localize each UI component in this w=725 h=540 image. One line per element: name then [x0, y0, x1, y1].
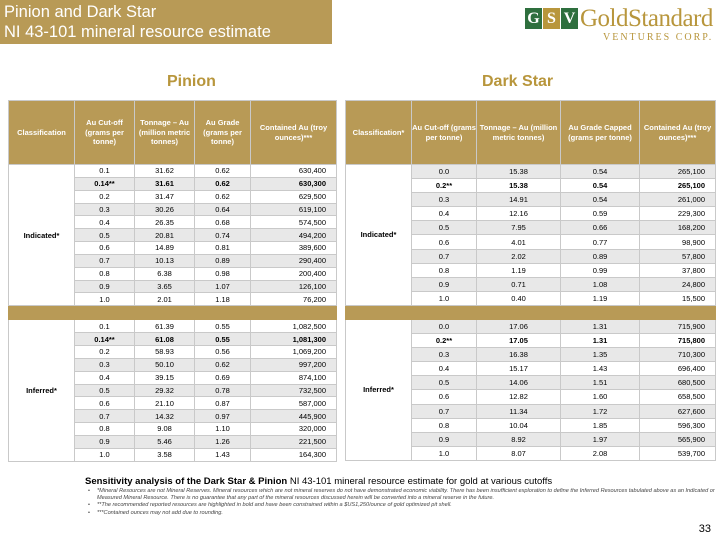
- divider-cell: [561, 305, 640, 319]
- logo-letter-s: S: [543, 8, 560, 29]
- contained-cell: 680,500: [640, 376, 716, 390]
- cutoff-cell: 1.0: [412, 291, 477, 305]
- cutoff-cell: 0.2**: [412, 179, 477, 193]
- tonnage-cell: 14.06: [477, 376, 561, 390]
- tonnage-cell: 3.58: [135, 448, 195, 461]
- grade-cell: 0.64: [195, 203, 251, 216]
- cutoff-cell: 0.14**: [75, 177, 135, 190]
- tonnage-cell: 15.38: [477, 179, 561, 193]
- cutoff-cell: 0.3: [75, 203, 135, 216]
- contained-cell: 539,700: [640, 446, 716, 460]
- grade-cell: 0.78: [195, 384, 251, 397]
- contained-cell: 658,500: [640, 390, 716, 404]
- cutoff-cell: 0.4: [75, 371, 135, 384]
- contained-cell: 630,300: [251, 177, 337, 190]
- tonnage-cell: 12.82: [477, 390, 561, 404]
- divider-cell: [251, 306, 337, 320]
- tonnage-cell: 9.08: [135, 423, 195, 436]
- contained-cell: 596,300: [640, 418, 716, 432]
- cutoff-cell: 0.7: [75, 254, 135, 267]
- cutoff-cell: 0.6: [75, 397, 135, 410]
- tonnage-cell: 14.89: [135, 242, 195, 255]
- cutoff-cell: 0.9: [75, 435, 135, 448]
- tonnage-cell: 10.04: [477, 418, 561, 432]
- darkstar-header-grade: Au Grade Capped (grams per tonne): [561, 101, 640, 165]
- logo-letter-v: V: [561, 8, 578, 29]
- footer-heading: [85, 476, 715, 487]
- grade-cell: 1.60: [561, 390, 640, 404]
- cutoff-cell: 1.0: [412, 446, 477, 460]
- footer-notes: [85, 476, 715, 517]
- contained-cell: 290,400: [251, 254, 337, 267]
- cutoff-cell: 0.7: [75, 410, 135, 423]
- section-divider-row: [346, 305, 716, 319]
- grade-cell: 0.55: [195, 320, 251, 333]
- grade-cell: 1.31: [561, 334, 640, 348]
- tonnage-cell: 29.32: [135, 384, 195, 397]
- tonnage-cell: 20.81: [135, 229, 195, 242]
- grade-cell: 0.54: [561, 165, 640, 179]
- grade-cell: 0.59: [561, 207, 640, 221]
- darkstar-title: Dark Star: [482, 73, 554, 90]
- cutoff-cell: 0.5: [412, 376, 477, 390]
- cutoff-cell: 0.9: [75, 280, 135, 293]
- contained-cell: 565,900: [640, 432, 716, 446]
- grade-cell: 0.68: [195, 216, 251, 229]
- contained-cell: 265,100: [640, 165, 716, 179]
- tonnage-cell: 14.91: [477, 193, 561, 207]
- darkstar-resource-table: [345, 100, 716, 461]
- slide-title-line2: NI 43-101 mineral resource estimate: [4, 23, 271, 41]
- table-row: [346, 319, 716, 333]
- tonnage-cell: 0.40: [477, 291, 561, 305]
- slide-title-line1: Pinion and Dark Star: [4, 3, 157, 21]
- classification-cell: Indicated*: [9, 165, 75, 306]
- divider-cell: [195, 306, 251, 320]
- contained-cell: 715,900: [640, 319, 716, 333]
- grade-cell: 0.55: [195, 333, 251, 346]
- tonnage-cell: 61.39: [135, 320, 195, 333]
- contained-cell: 57,800: [640, 249, 716, 263]
- cutoff-cell: 0.5: [412, 221, 477, 235]
- grade-cell: 0.87: [195, 397, 251, 410]
- tonnage-cell: 15.38: [477, 165, 561, 179]
- tonnage-cell: 31.62: [135, 165, 195, 178]
- grade-cell: 0.77: [561, 235, 640, 249]
- contained-cell: 37,800: [640, 263, 716, 277]
- table-row: [9, 320, 337, 333]
- grade-cell: 0.62: [195, 358, 251, 371]
- pinion-resource-table: [8, 100, 337, 462]
- divider-cell: [346, 305, 412, 319]
- tonnage-cell: 21.10: [135, 397, 195, 410]
- table-row: [346, 165, 716, 179]
- grade-cell: 0.74: [195, 229, 251, 242]
- grade-cell: 0.62: [195, 177, 251, 190]
- contained-cell: 126,100: [251, 280, 337, 293]
- tonnage-cell: 58.93: [135, 345, 195, 358]
- tonnage-cell: 7.95: [477, 221, 561, 235]
- contained-cell: 445,900: [251, 410, 337, 423]
- page-number: 33: [698, 523, 711, 535]
- divider-cell: [640, 305, 716, 319]
- logo-letter-boxes: [525, 8, 579, 29]
- contained-cell: 261,000: [640, 193, 716, 207]
- grade-cell: 1.08: [561, 277, 640, 291]
- classification-cell: Inferred*: [346, 319, 412, 460]
- tonnage-cell: 12.16: [477, 207, 561, 221]
- tonnage-cell: 30.26: [135, 203, 195, 216]
- contained-cell: 164,300: [251, 448, 337, 461]
- title-bar: [0, 0, 332, 44]
- tonnage-cell: 11.34: [477, 404, 561, 418]
- contained-cell: 1,082,500: [251, 320, 337, 333]
- grade-cell: 0.62: [195, 190, 251, 203]
- grade-cell: 1.10: [195, 423, 251, 436]
- cutoff-cell: 0.6: [412, 390, 477, 404]
- cutoff-cell: 0.3: [412, 348, 477, 362]
- grade-cell: 0.98: [195, 267, 251, 280]
- pinion-header-cutoff: Au Cut-off (grams per tonne): [75, 101, 135, 165]
- footer-heading-bold: Sensitivity analysis of the Dark Star & Pinion: [85, 476, 288, 487]
- contained-cell: 997,200: [251, 358, 337, 371]
- contained-cell: 574,500: [251, 216, 337, 229]
- tonnage-cell: 15.17: [477, 362, 561, 376]
- contained-cell: 1,069,200: [251, 345, 337, 358]
- tonnage-cell: 6.38: [135, 267, 195, 280]
- cutoff-cell: 0.1: [75, 165, 135, 178]
- cutoff-cell: 0.4: [412, 362, 477, 376]
- cutoff-cell: 0.5: [75, 229, 135, 242]
- cutoff-cell: 0.3: [75, 358, 135, 371]
- contained-cell: 15,500: [640, 291, 716, 305]
- logo-subtitle: VENTURES CORP.: [603, 32, 714, 43]
- cutoff-cell: 1.0: [75, 448, 135, 461]
- grade-cell: 1.31: [561, 319, 640, 333]
- cutoff-cell: 0.7: [412, 249, 477, 263]
- contained-cell: 629,500: [251, 190, 337, 203]
- tonnage-cell: 3.65: [135, 280, 195, 293]
- footer-heading-rest: NI 43-101 mineral resource estimate for gold at various cutoffs: [287, 476, 553, 487]
- grade-cell: 0.69: [195, 371, 251, 384]
- tonnage-cell: 2.02: [477, 249, 561, 263]
- tonnage-cell: 1.19: [477, 263, 561, 277]
- pinion-title: Pinion: [167, 73, 216, 90]
- divider-cell: [412, 305, 477, 319]
- cutoff-cell: 0.1: [75, 320, 135, 333]
- contained-cell: 494,200: [251, 229, 337, 242]
- contained-cell: 389,600: [251, 242, 337, 255]
- contained-cell: 587,000: [251, 397, 337, 410]
- tonnage-cell: 26.35: [135, 216, 195, 229]
- grade-cell: 0.81: [195, 242, 251, 255]
- grade-cell: 0.89: [561, 249, 640, 263]
- footnote-1: • *Mineral Resources are not Mineral Reserves. Mineral resources which are not mineral reserves do not have demonstrated economic viability. There has been insufficient exploration to define the Inferred Resources tabulated above as an Indicated or Measured Mineral Resource. There is no guarantee that any part of the mineral resources discussed herein will be converted into a mineral reserve in the future.: [97, 488, 715, 502]
- cutoff-cell: 0.9: [412, 432, 477, 446]
- cutoff-cell: 0.14**: [75, 333, 135, 346]
- contained-cell: 1,081,300: [251, 333, 337, 346]
- grade-cell: 1.26: [195, 435, 251, 448]
- divider-cell: [135, 306, 195, 320]
- contained-cell: 76,200: [251, 293, 337, 306]
- grade-cell: 0.54: [561, 193, 640, 207]
- cutoff-cell: 0.8: [412, 418, 477, 432]
- tonnage-cell: 5.46: [135, 435, 195, 448]
- grade-cell: 1.19: [561, 291, 640, 305]
- footnote-3: • ***Contained ounces may not add due to rounding.: [97, 510, 715, 517]
- pinion-header-grade: Au Grade (grams per tonne): [195, 101, 251, 165]
- grade-cell: 1.43: [195, 448, 251, 461]
- contained-cell: 200,400: [251, 267, 337, 280]
- section-divider-row: [9, 306, 337, 320]
- grade-cell: 0.89: [195, 254, 251, 267]
- contained-cell: 168,200: [640, 221, 716, 235]
- tonnage-cell: 31.47: [135, 190, 195, 203]
- grade-cell: 1.07: [195, 280, 251, 293]
- grade-cell: 0.99: [561, 263, 640, 277]
- grade-cell: 2.08: [561, 446, 640, 460]
- contained-cell: 221,500: [251, 435, 337, 448]
- grade-cell: 0.62: [195, 165, 251, 178]
- logo-name: GoldStandard: [580, 5, 713, 32]
- divider-cell: [9, 306, 75, 320]
- cutoff-cell: 0.3: [412, 193, 477, 207]
- contained-cell: 627,600: [640, 404, 716, 418]
- darkstar-header-tonnage: Tonnage – Au (million metric tonnes): [477, 101, 561, 165]
- cutoff-cell: 0.8: [75, 423, 135, 436]
- cutoff-cell: 0.2: [75, 345, 135, 358]
- contained-cell: 696,400: [640, 362, 716, 376]
- tonnage-cell: 61.08: [135, 333, 195, 346]
- cutoff-cell: 0.6: [412, 235, 477, 249]
- cutoff-cell: 0.0: [412, 165, 477, 179]
- tonnage-cell: 4.01: [477, 235, 561, 249]
- cutoff-cell: 0.5: [75, 384, 135, 397]
- company-logo: [525, 6, 717, 46]
- cutoff-cell: 0.9: [412, 277, 477, 291]
- cutoff-cell: 0.8: [75, 267, 135, 280]
- cutoff-cell: 1.0: [75, 293, 135, 306]
- table-row: [9, 165, 337, 178]
- classification-cell: Indicated*: [346, 165, 412, 306]
- tonnage-cell: 17.06: [477, 319, 561, 333]
- tonnage-cell: 0.71: [477, 277, 561, 291]
- darkstar-header-cutoff: Au Cut-off (grams per tonne): [412, 101, 477, 165]
- grade-cell: 1.85: [561, 418, 640, 432]
- grade-cell: 1.43: [561, 362, 640, 376]
- grade-cell: 1.35: [561, 348, 640, 362]
- tonnage-cell: 14.32: [135, 410, 195, 423]
- contained-cell: 619,100: [251, 203, 337, 216]
- grade-cell: 1.72: [561, 404, 640, 418]
- cutoff-cell: 0.0: [412, 319, 477, 333]
- grade-cell: 0.66: [561, 221, 640, 235]
- tonnage-cell: 16.38: [477, 348, 561, 362]
- contained-cell: 630,400: [251, 165, 337, 178]
- grade-cell: 1.97: [561, 432, 640, 446]
- pinion-header-classification: Classification: [9, 101, 75, 165]
- logo-letter-g: G: [525, 8, 542, 29]
- tonnage-cell: 39.15: [135, 371, 195, 384]
- cutoff-cell: 0.7: [412, 404, 477, 418]
- cutoff-cell: 0.4: [75, 216, 135, 229]
- grade-cell: 0.97: [195, 410, 251, 423]
- pinion-header-contained: Contained Au (troy ounces)***: [251, 101, 337, 165]
- contained-cell: 98,900: [640, 235, 716, 249]
- divider-cell: [75, 306, 135, 320]
- tonnage-cell: 17.05: [477, 334, 561, 348]
- darkstar-header-classification: Classification*: [346, 101, 412, 165]
- tonnage-cell: 10.13: [135, 254, 195, 267]
- contained-cell: 265,100: [640, 179, 716, 193]
- pinion-header-tonnage: Tonnage – Au (million metric tonnes): [135, 101, 195, 165]
- contained-cell: 710,300: [640, 348, 716, 362]
- contained-cell: 24,800: [640, 277, 716, 291]
- contained-cell: 874,100: [251, 371, 337, 384]
- tonnage-cell: 2.01: [135, 293, 195, 306]
- contained-cell: 320,000: [251, 423, 337, 436]
- tonnage-cell: 31.61: [135, 177, 195, 190]
- tonnage-cell: 8.92: [477, 432, 561, 446]
- grade-cell: 1.51: [561, 376, 640, 390]
- grade-cell: 1.18: [195, 293, 251, 306]
- tonnage-cell: 8.07: [477, 446, 561, 460]
- contained-cell: 715,800: [640, 334, 716, 348]
- cutoff-cell: 0.8: [412, 263, 477, 277]
- divider-cell: [477, 305, 561, 319]
- cutoff-cell: 0.6: [75, 242, 135, 255]
- cutoff-cell: 0.4: [412, 207, 477, 221]
- contained-cell: 229,300: [640, 207, 716, 221]
- tonnage-cell: 50.10: [135, 358, 195, 371]
- darkstar-header-contained: Contained Au (troy ounces)***: [640, 101, 716, 165]
- cutoff-cell: 0.2**: [412, 334, 477, 348]
- grade-cell: 0.56: [195, 345, 251, 358]
- cutoff-cell: 0.2: [75, 190, 135, 203]
- contained-cell: 732,500: [251, 384, 337, 397]
- grade-cell: 0.54: [561, 179, 640, 193]
- classification-cell: Inferred*: [9, 320, 75, 461]
- footnote-2: • **The recommended reported resources are highlighted in bold and have been constrained within a $US1,250/ounce of gold optimized pit shell.: [97, 502, 715, 509]
